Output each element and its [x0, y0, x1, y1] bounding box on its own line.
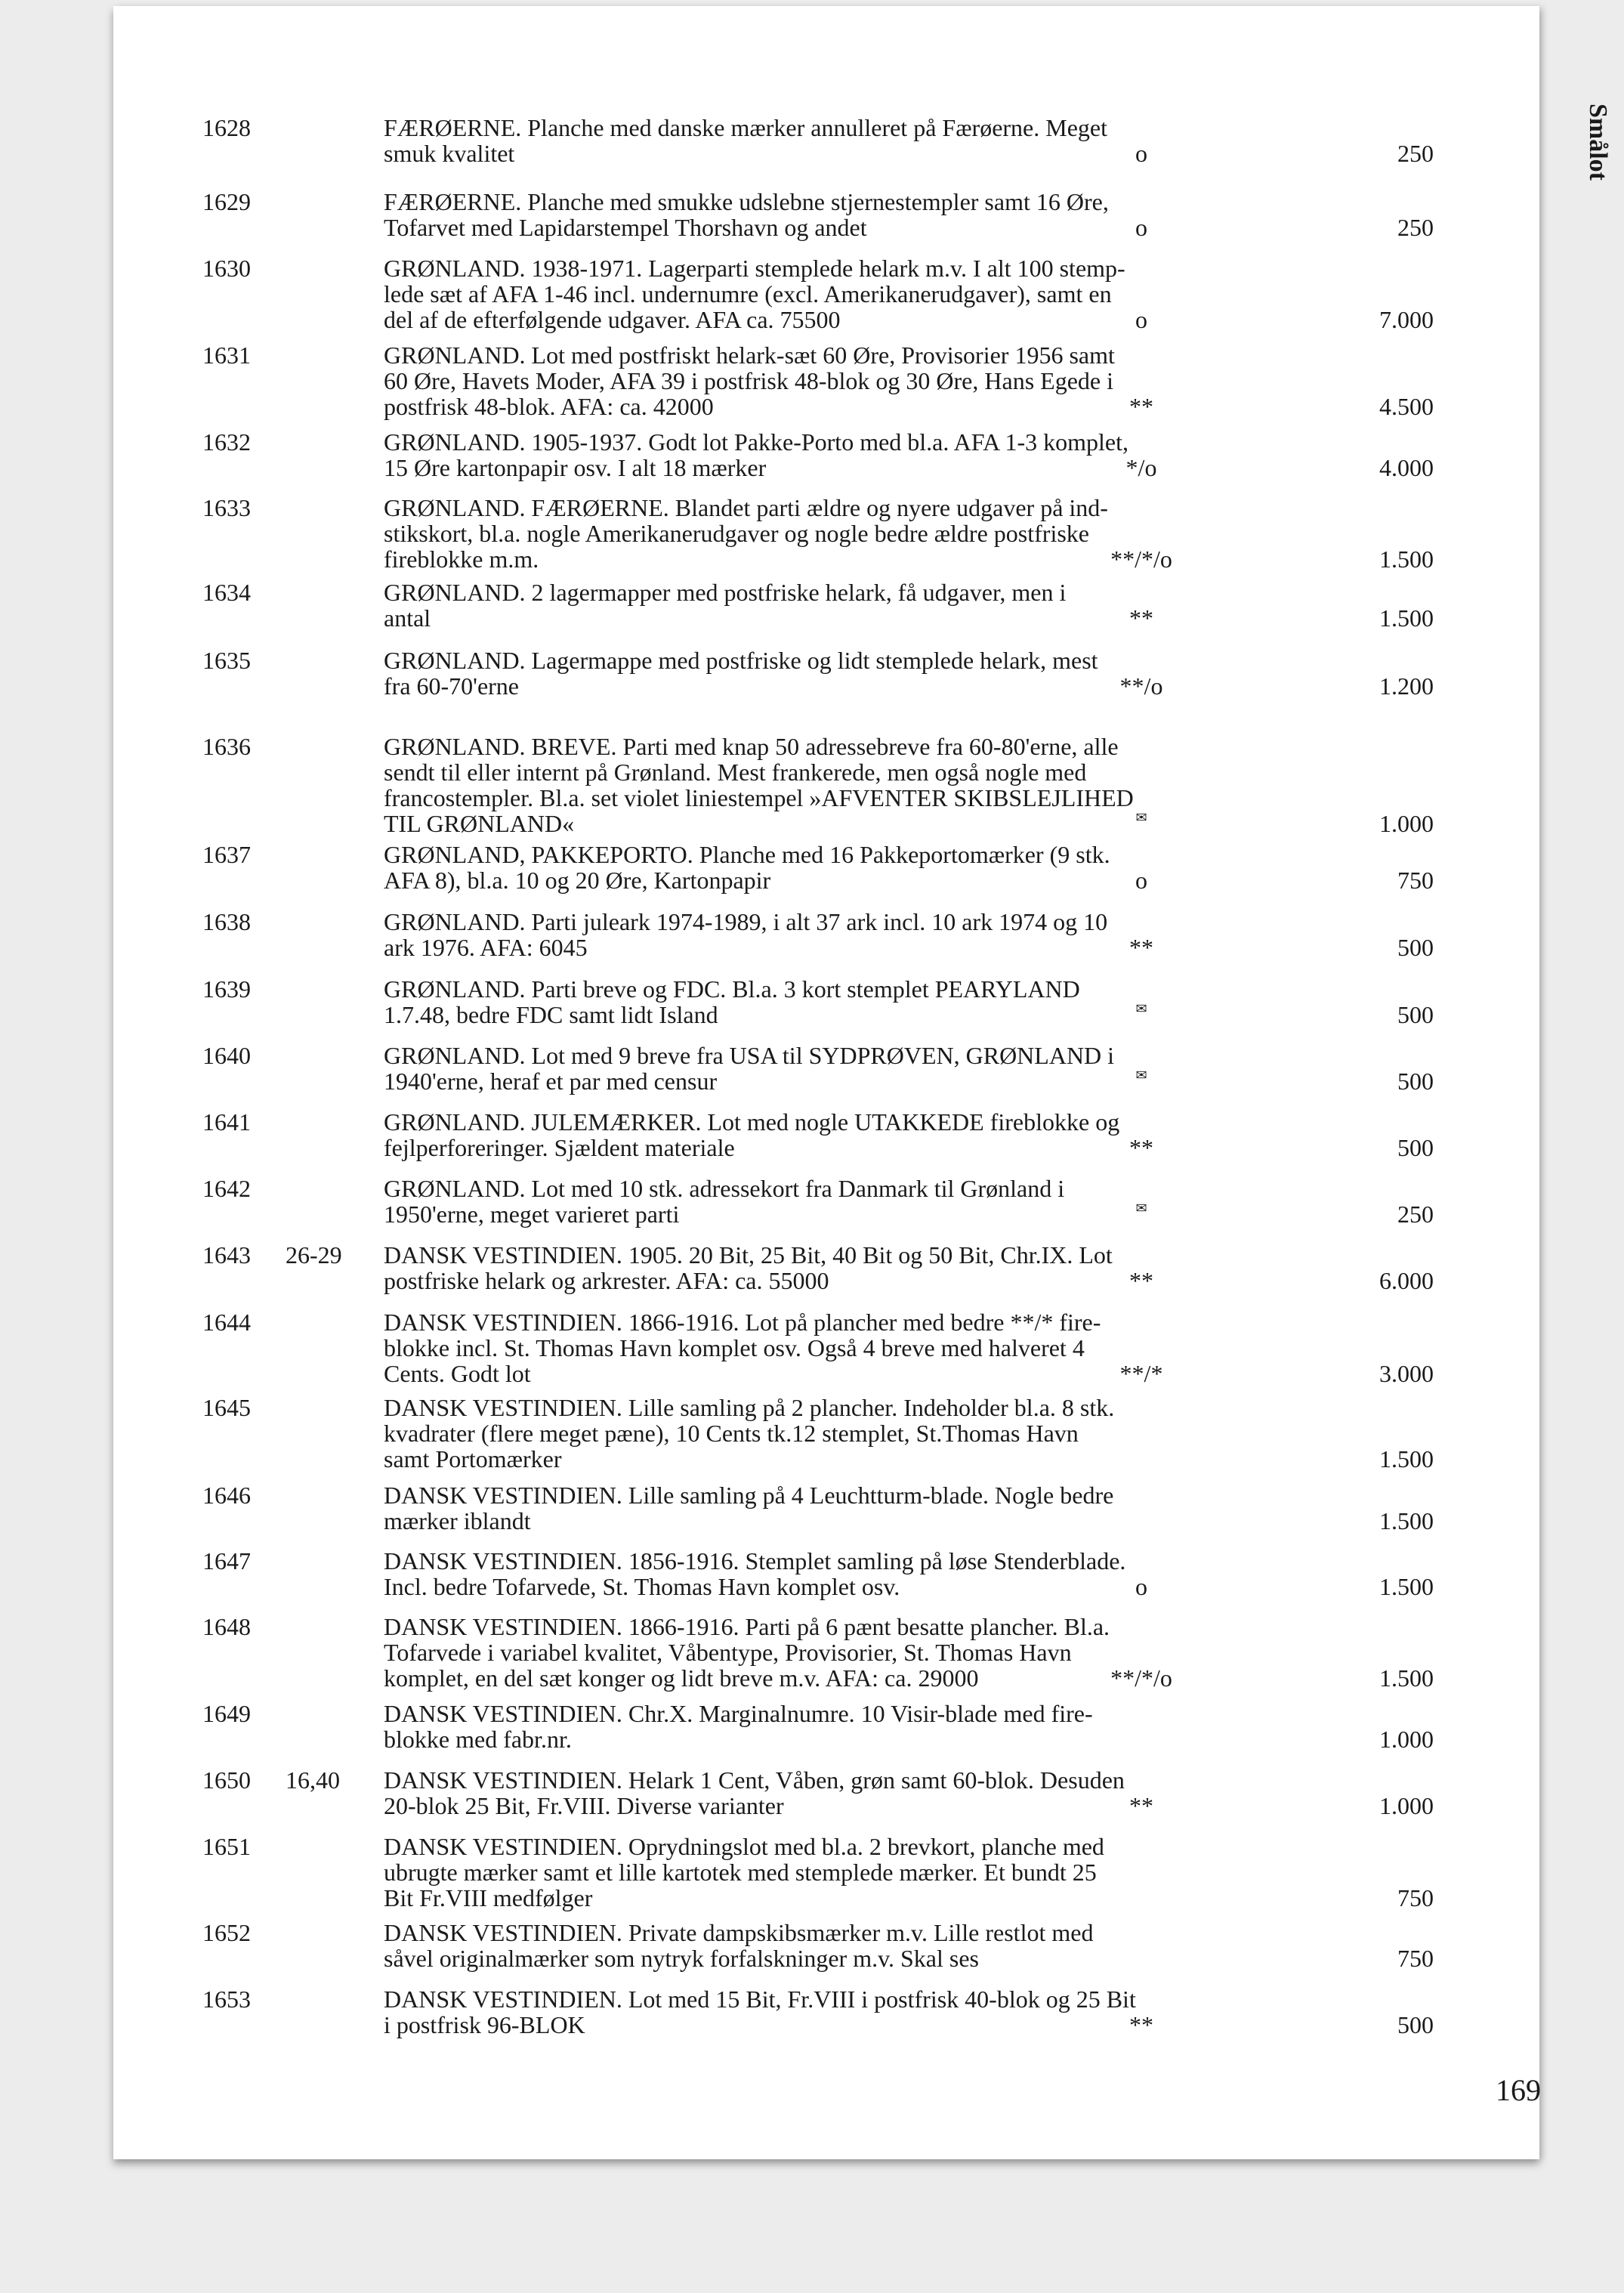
lot-row: [195, 342, 1434, 419]
lot-description-line: DANSK VESTINDIEN. 1866-1916. Lot på plancher med bedre **/* fire-: [384, 1309, 1101, 1336]
lot-description: [384, 1834, 1215, 1911]
lot-number: 1642: [202, 1175, 251, 1202]
lot-price: 750: [1397, 867, 1434, 894]
lot-row: [195, 189, 1434, 240]
lot-price: 1.000: [1379, 1726, 1434, 1753]
lot-row: [195, 1548, 1434, 1599]
lot-condition: **/*: [1119, 1360, 1163, 1387]
lot-description-line: DANSK VESTINDIEN. 1866-1916. Parti på 6 pænt besatte plancher. Bl.a.: [384, 1613, 1110, 1640]
lot-description-line: GRØNLAND. Parti juleark 1974-1989, i alt 37 ark incl. 10 ark 1974 og 10: [384, 908, 1108, 935]
lot-condition: **: [1129, 934, 1153, 961]
lot-row: [195, 579, 1434, 631]
lot-condition: **: [1129, 1792, 1153, 1819]
lot-description-line: DANSK VESTINDIEN. Lille samling på 2 plancher. Indeholder bl.a. 8 stk.: [384, 1394, 1115, 1421]
lot-condition: **: [1129, 2011, 1153, 2038]
lot-row: [195, 976, 1434, 1028]
lot-price: 500: [1397, 1134, 1434, 1161]
lot-description: [384, 1482, 1215, 1534]
lot-price: 1.500: [1379, 1445, 1434, 1473]
lot-description-line: DANSK VESTINDIEN. Lot med 15 Bit, Fr.VIII i postfrisk 40-blok og 25 Bit: [384, 1986, 1136, 2013]
lot-description-line: samt Portomærker: [384, 1445, 562, 1473]
lot-row: [195, 1986, 1434, 2038]
lot-number: 1631: [202, 341, 251, 369]
lot-description-line: GRØNLAND. Lagermappe med postfriske og lidt stemplede helark, mest: [384, 647, 1098, 674]
lot-number: 1636: [202, 733, 251, 760]
lot-description-line: fireblokke m.m.: [384, 545, 539, 573]
lot-description-line: såvel originalmærker som nytryk forfalskninger m.v. Skal ses: [384, 1945, 979, 1972]
section-tab-label: Smålot: [1584, 104, 1612, 181]
section-tab: [1564, 89, 1624, 195]
lot-description-line: smuk kvalitet: [384, 140, 515, 167]
lot-description-line: 1950'erne, meget varieret parti: [384, 1201, 680, 1228]
lot-condition: o: [1135, 306, 1147, 333]
lot-description-line: DANSK VESTINDIEN. 1856-1916. Stemplet samling på løse Stenderblade.: [384, 1547, 1126, 1575]
lot-price: 1.500: [1379, 1573, 1434, 1600]
lot-description-line: ubrugte mærker samt et lille kartotek med stemplede mærker. Et bundt 25: [384, 1859, 1097, 1886]
lot-row: [195, 842, 1434, 893]
lot-description-line: postfriske helark og arkrester. AFA: ca. 55000: [384, 1267, 829, 1294]
lot-description-line: kvadrater (flere meget pæne), 10 Cents tk.12 stemplet, St.Thomas Havn: [384, 1420, 1079, 1447]
lot-number: 1637: [202, 841, 251, 868]
envelope-icon: ✉: [1135, 1201, 1147, 1216]
lot-condition: **/o: [1119, 672, 1163, 700]
lot-number: 1630: [202, 255, 251, 282]
lot-condition: o: [1135, 214, 1147, 241]
lot-number: 1632: [202, 428, 251, 456]
lot-row: [195, 1701, 1434, 1752]
lot-description-line: lede sæt af AFA 1-46 incl. undernumre (excl. Amerikanerudgaver), samt en: [384, 280, 1112, 307]
lot-number: 1640: [202, 1042, 251, 1069]
lot-description-line: GRØNLAND. Parti breve og FDC. Bl.a. 3 kort stemplet PEARYLAND: [384, 975, 1080, 1003]
lot-price: 6.000: [1379, 1267, 1434, 1294]
lot-price: 1.000: [1379, 1792, 1434, 1819]
lot-row: [195, 1614, 1434, 1691]
lot-description-line: FÆRØERNE. Planche med danske mærker annulleret på Færøerne. Meget: [384, 114, 1107, 141]
lot-price: 3.000: [1379, 1360, 1434, 1387]
lot-price: 500: [1397, 1068, 1434, 1095]
envelope-icon: ✉: [1135, 810, 1147, 825]
lot-row: [195, 1767, 1434, 1819]
lot-price: 250: [1397, 214, 1434, 241]
lot-description-line: postfrisk 48-blok. AFA: ca. 42000: [384, 393, 714, 420]
lot-number: 1634: [202, 579, 251, 606]
lot-condition: **: [1129, 1267, 1153, 1294]
lot-description: [384, 1920, 1215, 1971]
lot-description-line: TIL GRØNLAND«: [384, 810, 575, 837]
lot-price: 1.000: [1379, 810, 1434, 837]
lot-description-line: DANSK VESTINDIEN. Helark 1 Cent, Våben, grøn samt 60-blok. Desuden: [384, 1766, 1125, 1794]
lot-condition: **: [1129, 1134, 1153, 1161]
lot-description-line: GRØNLAND. Lot med 10 stk. adressekort fra Danmark til Grønland i: [384, 1175, 1065, 1202]
lot-description-line: DANSK VESTINDIEN. Lille samling på 4 Leuchtturm-blade. Nogle bedre: [384, 1482, 1114, 1509]
lot-description-line: 1.7.48, bedre FDC samt lidt Island: [384, 1001, 718, 1028]
lot-description-line: GRØNLAND. Lot med postfriskt helark-sæt 60 Øre, Provisorier 1956 samt: [384, 341, 1115, 369]
lot-number: 1629: [202, 188, 251, 215]
lot-description-line: DANSK VESTINDIEN. 1905. 20 Bit, 25 Bit, 40 Bit og 50 Bit, Chr.IX. Lot: [384, 1241, 1113, 1269]
lot-description-line: stikskort, bl.a. nogle Amerikanerudgaver og nogle bedre ældre postfriske: [384, 520, 1089, 547]
lot-description-line: AFA 8), bl.a. 10 og 20 Øre, Kartonpapir: [384, 867, 771, 894]
envelope-icon: ✉: [1135, 1001, 1147, 1016]
lot-row: [195, 734, 1434, 836]
lot-row: [195, 1920, 1434, 1971]
lot-number: 1651: [202, 1833, 251, 1860]
lot-condition: **/*/o: [1110, 545, 1172, 573]
lot-price: 4.000: [1379, 454, 1434, 481]
lot-row: [195, 429, 1434, 481]
lot-row: [195, 1176, 1434, 1227]
lot-condition: **: [1129, 604, 1153, 632]
lot-description-line: fejlperforeringer. Sjældent materiale: [384, 1134, 735, 1161]
lot-price: 500: [1397, 934, 1434, 961]
lot-condition: **: [1129, 393, 1153, 420]
lot-description-line: komplet, en del sæt konger og lidt breve m.v. AFA: ca. 29000: [384, 1664, 979, 1692]
lot-description-line: ark 1976. AFA: 6045: [384, 934, 588, 961]
lot-row: [195, 647, 1434, 699]
envelope-icon: ✉: [1135, 1068, 1147, 1083]
lot-description-line: GRØNLAND. FÆRØERNE. Blandet parti ældre og nyere udgaver på ind-: [384, 494, 1108, 521]
lot-number: 1653: [202, 1986, 251, 2013]
lot-number: 1650: [202, 1766, 251, 1794]
lot-row: [195, 1309, 1434, 1386]
lot-row: [195, 255, 1434, 332]
lot-description-line: 15 Øre kartonpapir osv. I alt 18 mærker: [384, 454, 767, 481]
lot-number: 1646: [202, 1482, 251, 1509]
lot-description: [384, 1395, 1215, 1472]
lot-condition: */o: [1125, 454, 1157, 481]
lot-number: 1628: [202, 114, 251, 141]
lot-description-line: blokke incl. St. Thomas Havn komplet osv. Også 4 breve med halveret 4: [384, 1334, 1085, 1361]
lot-description-line: francostempler. Bl.a. set violet liniestempel »AFVENTER SKIBSLEJLIHED: [384, 784, 1134, 811]
lot-description-line: DANSK VESTINDIEN. Oprydningslot med bl.a. 2 brevkort, planche med: [384, 1833, 1104, 1860]
lot-number: 1647: [202, 1547, 251, 1575]
lot-number: 1644: [202, 1309, 251, 1336]
lot-number: 1633: [202, 494, 251, 521]
lot-number: 1635: [202, 647, 251, 674]
lot-number: 1649: [202, 1700, 251, 1727]
page-number: 169: [1496, 2073, 1541, 2107]
lot-number: 1641: [202, 1108, 251, 1136]
lot-price: 1.500: [1379, 604, 1434, 632]
lot-description-line: FÆRØERNE. Planche med smukke udslebne stjernestempler samt 16 Øre,: [384, 188, 1109, 215]
lot-number: 1639: [202, 975, 251, 1003]
lot-row: [195, 1395, 1434, 1472]
lot-row: [195, 115, 1434, 166]
lot-description-line: blokke med fabr.nr.: [384, 1726, 572, 1753]
lot-row: [195, 1043, 1434, 1094]
lot-description-line: DANSK VESTINDIEN. Chr.X. Marginalnumre. 10 Visir-blade med fire-: [384, 1700, 1093, 1727]
lot-price: 1.500: [1379, 1664, 1434, 1692]
lot-description-line: GRØNLAND. 2 lagermapper med postfriske helark, få udgaver, men i: [384, 579, 1067, 606]
lot-description-line: antal: [384, 604, 431, 632]
lot-description-line: 20-blok 25 Bit, Fr.VIII. Diverse varianter: [384, 1792, 784, 1819]
lot-condition: **/*/o: [1110, 1664, 1172, 1692]
lot-number: 1638: [202, 908, 251, 935]
lot-row: [195, 1834, 1434, 1911]
lot-condition: o: [1135, 1573, 1147, 1600]
lot-description-line: GRØNLAND. 1938-1971. Lagerparti stemplede helark m.v. I alt 100 stemp-: [384, 255, 1125, 282]
lot-price: 1.500: [1379, 1507, 1434, 1534]
lot-price: 500: [1397, 1001, 1434, 1028]
lot-row: [195, 909, 1434, 960]
lot-afa-number: 16,40: [286, 1766, 340, 1794]
lot-number: 1648: [202, 1613, 251, 1640]
lot-description-line: 1940'erne, heraf et par med censur: [384, 1068, 718, 1095]
lot-row: [195, 1242, 1434, 1293]
lot-description-line: GRØNLAND. Lot med 9 breve fra USA til SYDPRØVEN, GRØNLAND i: [384, 1042, 1115, 1069]
lot-price: 250: [1397, 140, 1434, 167]
lot-description-line: Tofarvet med Lapidarstempel Thorshavn og andet: [384, 214, 867, 241]
lot-description-line: i postfrisk 96-BLOK: [384, 2011, 585, 2038]
lot-description-line: fra 60-70'erne: [384, 672, 519, 700]
lot-description-line: sendt til eller internt på Grønland. Mest frankerede, men også nogle med: [384, 759, 1087, 786]
lot-description-line: GRØNLAND. JULEMÆRKER. Lot med nogle UTAKKEDE fireblokke og: [384, 1108, 1120, 1136]
lot-description-line: GRØNLAND. BREVE. Parti med knap 50 adressebreve fra 60-80'erne, alle: [384, 733, 1119, 760]
lot-price: 1.200: [1379, 672, 1434, 700]
lot-description-line: Cents. Godt lot: [384, 1360, 531, 1387]
lot-number: 1645: [202, 1394, 251, 1421]
lot-afa-number: 26-29: [286, 1241, 342, 1269]
lot-number: 1652: [202, 1919, 251, 1946]
lot-description-line: GRØNLAND. 1905-1937. Godt lot Pakke-Porto med bl.a. AFA 1-3 komplet,: [384, 428, 1129, 456]
lot-price: 4.500: [1379, 393, 1434, 420]
lot-description-line: GRØNLAND, PAKKEPORTO. Planche med 16 Pakkeportomærker (9 stk.: [384, 841, 1110, 868]
lot-price: 7.000: [1379, 306, 1434, 333]
lot-description-line: del af de efterfølgende udgaver. AFA ca. 75500: [384, 306, 841, 333]
lot-price: 750: [1397, 1884, 1434, 1911]
lot-price: 750: [1397, 1945, 1434, 1972]
lot-row: [195, 1109, 1434, 1160]
lot-description-line: Tofarvede i variabel kvalitet, Våbentype, Provisorier, St. Thomas Havn: [384, 1639, 1072, 1666]
lot-description-line: Bit Fr.VIII medfølger: [384, 1884, 593, 1911]
lot-price: 250: [1397, 1201, 1434, 1228]
lot-price: 500: [1397, 2011, 1434, 2038]
lot-row: [195, 495, 1434, 572]
lot-row: [195, 1482, 1434, 1534]
lot-condition: o: [1135, 867, 1147, 894]
lot-description: [384, 1701, 1215, 1752]
lot-description-line: 60 Øre, Havets Moder, AFA 39 i postfrisk 48-blok og 30 Øre, Hans Egede i: [384, 367, 1113, 394]
lot-description-line: Incl. bedre Tofarvede, St. Thomas Havn komplet osv.: [384, 1573, 900, 1600]
lot-condition: o: [1135, 140, 1147, 167]
lot-number: 1643: [202, 1241, 251, 1269]
lot-description-line: DANSK VESTINDIEN. Private dampskibsmærker m.v. Lille restlot med: [384, 1919, 1094, 1946]
lot-description-line: mærker iblandt: [384, 1507, 531, 1534]
lot-price: 1.500: [1379, 545, 1434, 573]
